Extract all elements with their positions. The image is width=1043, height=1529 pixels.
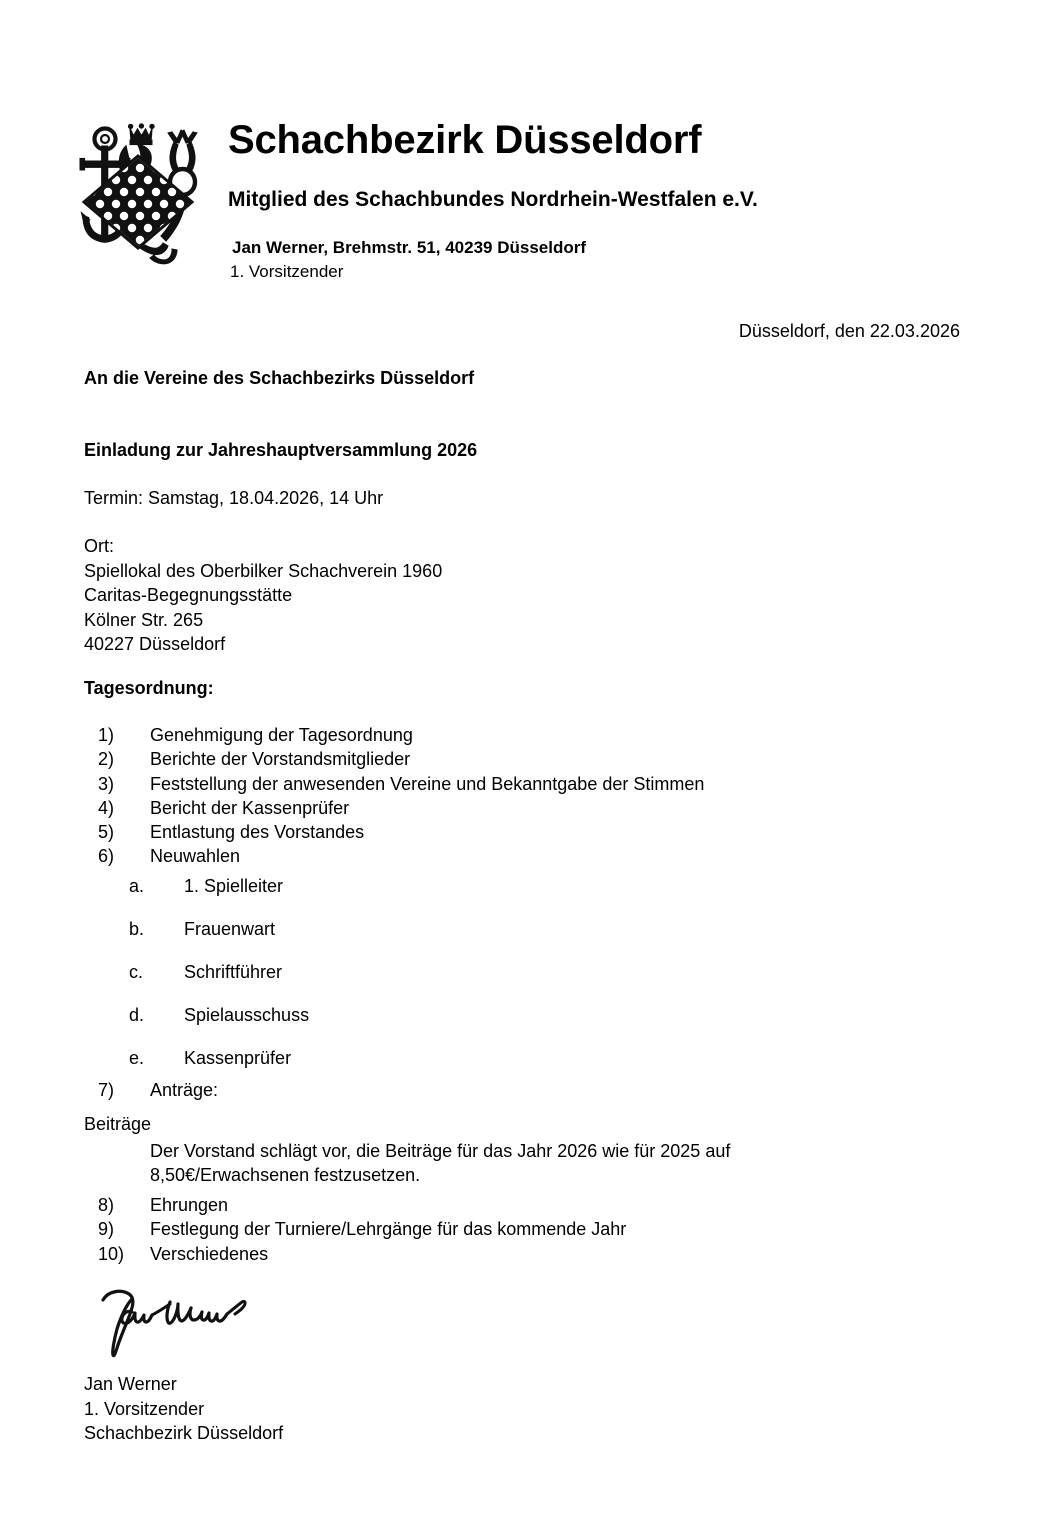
- agenda-subitem-number: d.: [129, 1005, 145, 1025]
- agenda-item-number: 10): [98, 1243, 125, 1264]
- letterhead-text: [228, 116, 968, 283]
- agenda-item-number: 7): [98, 1080, 115, 1100]
- agenda-item: [84, 844, 964, 868]
- agenda-subitem-label: Spielausschuss: [184, 1005, 310, 1025]
- agenda-item-number: 2): [98, 749, 115, 770]
- agenda-item: [84, 1242, 964, 1266]
- signer-organisation: Schachbezirk Düsseldorf: [84, 1423, 284, 1443]
- agenda-subitem-label: 1. Spielleiter: [184, 876, 284, 896]
- agenda-list-antraege: [84, 1078, 964, 1102]
- agenda-item-number: 9): [98, 1219, 115, 1240]
- agenda-item: [84, 772, 964, 796]
- agenda-subitem-label: Frauenwart: [184, 919, 276, 939]
- location-line: Kölner Str. 265: [84, 609, 204, 630]
- agenda-heading: Tagesordnung:: [84, 678, 214, 698]
- contact-role-line: 1. Vorsitzender: [230, 262, 344, 281]
- agenda-item-label: Entlastung des Vorstandes: [150, 822, 365, 843]
- agenda-item: [84, 747, 964, 771]
- agenda-subitem-number: a.: [129, 876, 145, 896]
- agenda-item-label: Bericht der Kassenprüfer: [150, 797, 350, 818]
- agenda-item-label: Verschiedenes: [150, 1243, 269, 1264]
- agenda-subitem: [84, 917, 784, 941]
- agenda-item-number: 4): [98, 797, 115, 818]
- location-line: 40227 Düsseldorf: [84, 634, 226, 654]
- agenda-item-label: Feststellung der anwesenden Vereine und Bekanntgabe der Stimmen: [150, 773, 705, 794]
- agenda-item-number: 3): [98, 773, 115, 794]
- agenda-subitem-label: Kassenprüfer: [184, 1048, 292, 1068]
- beitraege-text-line: 8,50€/Erwachsenen festzusetzen.: [150, 1165, 421, 1185]
- agenda-item-label: Ehrungen: [150, 1195, 229, 1215]
- agenda-item-number: 1): [98, 725, 115, 745]
- agenda-subitem-label: Schriftführer: [184, 962, 283, 982]
- agenda-item: [84, 1078, 964, 1102]
- agenda-item: [84, 1193, 964, 1217]
- signer-name: Jan Werner: [84, 1374, 177, 1394]
- signer-role: 1. Vorsitzender: [84, 1398, 205, 1419]
- agenda-list: [84, 723, 964, 869]
- agenda-subitem-number: b.: [129, 919, 145, 939]
- signature-block: [84, 1372, 283, 1446]
- recipient-line: An die Vereine des Schachbezirks Düsseldorf: [84, 368, 475, 388]
- agenda-item-number: 6): [98, 846, 115, 867]
- beitraege-title: Beiträge: [84, 1114, 152, 1134]
- subject-line: Einladung zur Jahreshauptversammlung 2026: [84, 440, 478, 460]
- agenda-item: [84, 723, 964, 747]
- date-line: Düsseldorf, den 22.03.2026: [738, 321, 960, 341]
- agenda-item-label: Berichte der Vorstandsmitglieder: [150, 749, 411, 770]
- beitraege-text-line: Der Vorstand schlägt vor, die Beiträge für das Jahr 2026 wie für 2025 auf: [150, 1140, 731, 1161]
- agenda-item: [84, 796, 964, 820]
- beitraege-proposal: [84, 1112, 914, 1188]
- agenda-subitem: [84, 1046, 784, 1070]
- agenda-subitem-number: c.: [129, 962, 144, 982]
- agenda-list-tail: [84, 1193, 964, 1266]
- agenda-item-label: Genehmigung der Tagesordnung: [150, 725, 413, 745]
- chess-coat-of-arms-icon: [78, 118, 198, 276]
- agenda-item-label: Neuwahlen: [150, 846, 241, 867]
- location-line: Caritas-Begegnungsstätte: [84, 585, 293, 605]
- meeting-location: [84, 534, 442, 657]
- organisation-title: Schachbezirk Düsseldorf: [228, 118, 702, 162]
- location-line: Spiellokal des Oberbilker Schachverein 1960: [84, 560, 443, 581]
- agenda-item: [84, 820, 964, 844]
- agenda-subitem-number: e.: [129, 1048, 145, 1068]
- agenda-sublist-neuwahlen: [84, 874, 784, 1089]
- meeting-datetime: Termin: Samstag, 18.04.2026, 14 Uhr: [84, 488, 384, 508]
- contact-person-line: Jan Werner, Brehmstr. 51, 40239 Düsseldorf: [232, 238, 587, 257]
- agenda-item-number: 5): [98, 822, 115, 843]
- agenda-subitem: [84, 874, 784, 898]
- handwritten-signature-icon: [88, 1284, 268, 1360]
- agenda-item: [84, 1217, 964, 1241]
- agenda-item-number: 8): [98, 1195, 115, 1215]
- organisation-subtitle: Mitglied des Schachbundes Nordrhein-Westfalen e.V.: [228, 188, 758, 211]
- agenda-item-label: Festlegung der Turniere/Lehrgänge für das kommende Jahr: [150, 1219, 627, 1240]
- agenda-item-label: Anträge:: [150, 1080, 219, 1100]
- agenda-subitem: [84, 1003, 784, 1027]
- location-label: Ort:: [84, 536, 114, 556]
- agenda-subitem: [84, 960, 784, 984]
